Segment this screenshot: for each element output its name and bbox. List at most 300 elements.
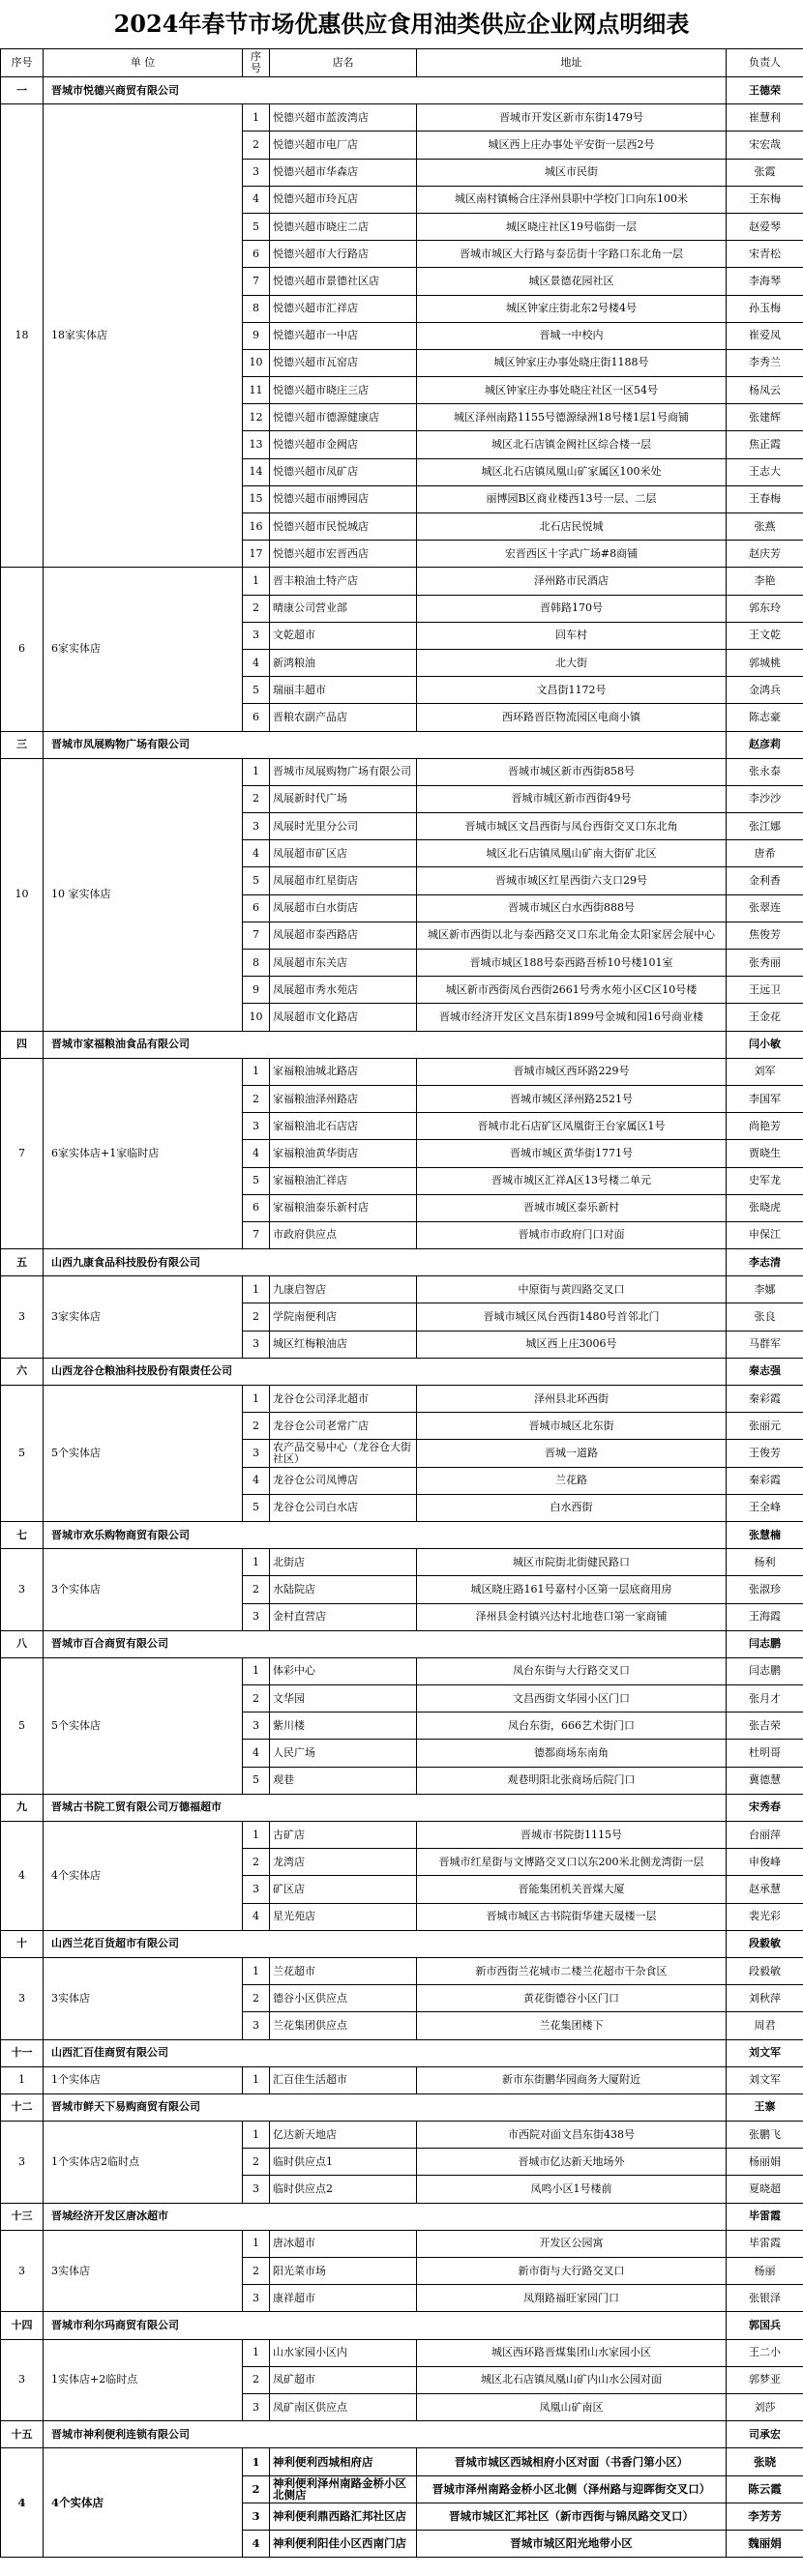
section-header-row	[1, 2312, 803, 2339]
section-header-row	[1, 2039, 803, 2066]
store-name: 学院南便利店	[270, 1303, 417, 1331]
store-manager: 王志大	[727, 458, 803, 485]
store-name: 文华园	[270, 1685, 417, 1712]
section-company: 山西龙谷仓粮油科技股份有限责任公司	[44, 1358, 727, 1385]
section-company: 山西兰花百货超市有限公司	[44, 1930, 727, 1957]
store-name: 悦德兴超市景德社区店	[270, 268, 417, 295]
store-seq: 3	[243, 622, 270, 649]
store-manager: 申俊峰	[727, 1849, 803, 1876]
store-address: 城区泽州南路1155号德源绿洲18号楼1层1号商铺	[417, 404, 727, 431]
store-seq: 3	[243, 2285, 270, 2312]
section-number: 十四	[1, 2312, 44, 2339]
store-manager: 尚艳芳	[727, 1113, 803, 1140]
store-name: 家福粮油北石店店	[270, 1113, 417, 1140]
section-manager: 秦志强	[727, 1358, 803, 1385]
store-name: 凤展超市文化路店	[270, 1004, 417, 1031]
store-seq: 4	[243, 649, 270, 676]
section-company: 晋城市悦德兴商贸有限公司	[44, 77, 727, 104]
store-count: 4	[1, 2448, 44, 2558]
store-manager: 杨凤云	[727, 377, 803, 404]
store-manager: 赵承慧	[727, 1876, 803, 1903]
store-address: 晋城市城区泰乐新村	[417, 1194, 727, 1221]
store-name: 农产品交易中心（龙谷仓大街社区）	[270, 1440, 417, 1467]
store-name: 凤展超市红星街店	[270, 867, 417, 894]
store-seq: 4	[243, 1903, 270, 1930]
store-manager: 郭东玲	[727, 595, 803, 622]
store-address: 城区钟家庄办事处晓庄街1188号	[417, 349, 727, 376]
store-address: 晋城市城区汇祥A区13号楼二单元	[417, 1167, 727, 1194]
table-row	[1, 2066, 803, 2093]
store-manager: 王远卫	[727, 977, 803, 1004]
store-seq: 1	[243, 568, 270, 595]
store-address: 回车村	[417, 622, 727, 649]
store-address: 晋城市市政府门口对面	[417, 1221, 727, 1248]
store-manager: 郭梦亚	[727, 2366, 803, 2393]
section-company: 晋城经济开发区唐冰超市	[44, 2203, 727, 2230]
store-manager: 王东梅	[727, 186, 803, 213]
store-address: 德都商场东南角	[417, 1740, 727, 1767]
table-row	[1, 104, 803, 132]
store-address: 晋城市城区白水西街888号	[417, 894, 727, 922]
store-manager: 史军龙	[727, 1167, 803, 1194]
store-seq: 6	[243, 704, 270, 731]
store-manager: 张银泽	[727, 2285, 803, 2312]
store-name: 悦德兴超市华森店	[270, 159, 417, 186]
store-seq: 10	[243, 1004, 270, 1031]
store-name: 悦德兴超市大行路店	[270, 241, 417, 268]
store-count: 5	[1, 1657, 44, 1794]
unit-description: 18家实体店	[44, 104, 243, 568]
store-name: 龙谷仓公司凤博店	[270, 1467, 417, 1494]
store-address: 白水西街	[417, 1494, 727, 1521]
unit-description: 4个实体店	[44, 1822, 243, 1931]
store-address: 城区钟家庄街北东2号楼4号	[417, 295, 727, 322]
section-manager: 闫志鹏	[727, 1630, 803, 1657]
store-count: 7	[1, 1058, 44, 1248]
store-manager: 裴光彩	[727, 1903, 803, 1930]
store-seq: 7	[243, 268, 270, 295]
table-row	[1, 2230, 803, 2257]
header-section-no: 序号	[1, 49, 44, 77]
section-company: 晋城市鲜天下易购商贸有限公司	[44, 2093, 727, 2121]
store-name: 悦德兴超市民悦城店	[270, 513, 417, 541]
store-name: 北街店	[270, 1549, 417, 1576]
section-company: 山西汇百佳商贸有限公司	[44, 2039, 727, 2066]
store-seq: 2	[243, 2149, 270, 2176]
table-body	[1, 77, 803, 2558]
store-seq: 12	[243, 404, 270, 431]
section-header-row	[1, 1249, 803, 1276]
section-number: 四	[1, 1031, 44, 1058]
store-name: 晋丰粮油土特产店	[270, 568, 417, 595]
store-seq: 16	[243, 513, 270, 541]
store-seq: 13	[243, 431, 270, 458]
store-seq: 5	[243, 867, 270, 894]
store-name: 家福粮油黄华街店	[270, 1140, 417, 1167]
store-seq: 2	[243, 785, 270, 812]
store-address: 北石店民悦城	[417, 513, 727, 541]
store-manager: 孙玉梅	[727, 295, 803, 322]
store-manager: 秦彩霞	[727, 1467, 803, 1494]
section-number: 十五	[1, 2421, 44, 2448]
store-address: 开发区公园寓	[417, 2230, 727, 2257]
header-store-name: 店名	[270, 49, 417, 77]
section-number: 八	[1, 1630, 44, 1657]
store-manager: 李秀兰	[727, 349, 803, 376]
store-name: 星光苑店	[270, 1903, 417, 1930]
store-count: 6	[1, 568, 44, 731]
store-name: 悦德兴超市玲瓦店	[270, 186, 417, 213]
section-number: 五	[1, 1249, 44, 1276]
store-address: 市西院对面文昌东街438号	[417, 2122, 727, 2149]
store-address: 新市街与大行路交叉口	[417, 2258, 727, 2285]
header-manager: 负责人	[727, 49, 803, 77]
store-seq: 5	[243, 677, 270, 704]
section-header-row	[1, 1930, 803, 1957]
store-seq: 3	[243, 1876, 270, 1903]
unit-description: 4个实体店	[44, 2448, 243, 2558]
table-row	[1, 1058, 803, 1085]
store-name: 人民广场	[270, 1740, 417, 1767]
store-address: 黄花街德谷小区门口	[417, 1985, 727, 2012]
section-company: 晋城市凤展购物广场有限公司	[44, 731, 727, 758]
table-row	[1, 2448, 803, 2475]
unit-description: 3个实体店	[44, 1549, 243, 1631]
store-name: 凤展超市泰西路店	[270, 922, 417, 949]
store-address: 晋城市城区西环路229号	[417, 1058, 727, 1085]
store-name: 悦德兴超市金阙店	[270, 431, 417, 458]
store-name: 临时供应点2	[270, 2176, 417, 2203]
store-manager: 杨利	[727, 1549, 803, 1576]
store-name: 悦德兴超市凤矿店	[270, 458, 417, 485]
store-name: 阳光菜市场	[270, 2258, 417, 2285]
store-address: 丽博园B区商业楼西13号一层、二层	[417, 485, 727, 512]
unit-description: 3实体店	[44, 1957, 243, 2039]
table-row	[1, 1657, 803, 1684]
store-name: 兰花集团供应点	[270, 2012, 417, 2039]
store-seq: 3	[243, 813, 270, 840]
store-address: 晋城市城区西城相府小区对面（书香门第小区）	[417, 2448, 727, 2475]
store-seq: 1	[243, 1822, 270, 1849]
store-name: 汇百佳生活超市	[270, 2066, 417, 2093]
store-manager: 张丽元	[727, 1413, 803, 1440]
store-name: 康祥超市	[270, 2285, 417, 2312]
store-address: 晋城市城区大行路与泰岳街十字路口东北角一层	[417, 241, 727, 268]
unit-description: 3家实体店	[44, 1276, 243, 1359]
store-name: 凤展时光里分公司	[270, 813, 417, 840]
store-seq: 2	[243, 1576, 270, 1603]
store-name: 瑞丽丰超市	[270, 677, 417, 704]
store-address: 城区南村镇畅合庄泽州县职中学校门口向东100米	[417, 186, 727, 213]
store-seq: 10	[243, 349, 270, 376]
store-manager: 王俊芳	[727, 1440, 803, 1467]
store-name: 水陆院店	[270, 1576, 417, 1603]
store-manager: 刘莎	[727, 2393, 803, 2420]
store-seq: 2	[243, 595, 270, 622]
store-address: 城区新市西街以北与泰西路交叉口东北角金太阳家居会展中心	[417, 922, 727, 949]
store-manager: 王全峰	[727, 1494, 803, 1521]
section-header-row	[1, 731, 803, 758]
store-manager: 杨丽娟	[727, 2149, 803, 2176]
section-number: 九	[1, 1794, 44, 1821]
table-row	[1, 1276, 803, 1303]
store-name: 悦德兴超市宏晋西店	[270, 541, 417, 568]
store-name: 神利便利鼎西路汇邦社区店	[270, 2503, 417, 2530]
store-name: 凤展超市白水街店	[270, 894, 417, 922]
store-name: 悦德兴超市德源健康店	[270, 404, 417, 431]
store-manager: 赵爱琴	[727, 213, 803, 240]
store-name: 悦德兴超市瓦窑店	[270, 349, 417, 376]
store-address: 文昌街1172号	[417, 677, 727, 704]
store-name: 金村直营店	[270, 1603, 417, 1630]
table-row	[1, 758, 803, 785]
section-manager: 段毅敏	[727, 1930, 803, 1957]
store-address: 城区北石店镇凤凰山矿南大街矿北区	[417, 840, 727, 867]
section-header-row	[1, 1630, 803, 1657]
store-manager: 张建辉	[727, 404, 803, 431]
store-name: 凤展超市矿区店	[270, 840, 417, 867]
store-seq: 9	[243, 977, 270, 1004]
unit-description: 1个实体店2临时点	[44, 2122, 243, 2204]
store-seq: 3	[243, 2503, 270, 2530]
store-manager: 王金花	[727, 1004, 803, 1031]
store-count: 5	[1, 1386, 44, 1522]
store-address: 新市西街兰花城市二楼兰花超市干杂食区	[417, 1957, 727, 1984]
store-address: 晋城市红星街与文博路交叉口以东200米北侧龙湾街一层	[417, 1849, 727, 1876]
store-address: 中原街与黄四路交叉口	[417, 1276, 727, 1303]
store-count: 18	[1, 104, 44, 568]
section-number: 十	[1, 1930, 44, 1957]
unit-description: 1实体店+2临时点	[44, 2339, 243, 2421]
store-manager: 崔慧利	[727, 104, 803, 132]
store-address: 城区西上庄3006号	[417, 1331, 727, 1358]
store-address: 晋城市开发区新市东街1479号	[417, 104, 727, 132]
store-seq: 8	[243, 295, 270, 322]
store-manager: 赵庆芳	[727, 541, 803, 568]
section-number: 十一	[1, 2039, 44, 2066]
section-manager: 毕雷霞	[727, 2203, 803, 2230]
store-name: 神利便利阳佳小区西南门店	[270, 2530, 417, 2557]
store-address: 城区西环路晋煤集团山水家园小区	[417, 2339, 727, 2366]
store-count: 10	[1, 758, 44, 1031]
store-seq: 2	[243, 2475, 270, 2503]
store-manager: 王春梅	[727, 485, 803, 512]
outlet-table	[0, 48, 803, 2558]
section-manager: 王寨	[727, 2093, 803, 2121]
section-header-row	[1, 2421, 803, 2448]
store-name: 凤矿超市	[270, 2366, 417, 2393]
store-seq: 7	[243, 922, 270, 949]
store-seq: 2	[243, 1685, 270, 1712]
store-manager: 周君	[727, 2012, 803, 2039]
store-name: 悦德兴超市晓庄二店	[270, 213, 417, 240]
store-seq: 3	[243, 1113, 270, 1140]
table-row	[1, 568, 803, 595]
store-address: 城区北石店镇金阙社区综合楼一层	[417, 431, 727, 458]
store-seq: 1	[243, 1058, 270, 1085]
table-row	[1, 1386, 803, 1413]
store-seq: 5	[243, 1167, 270, 1194]
store-name: 新鸿粮油	[270, 649, 417, 676]
store-address: 城区晓庄社区19号临街一层	[417, 213, 727, 240]
store-address: 晋城市城区新市西街858号	[417, 758, 727, 785]
store-name: 兰花超市	[270, 1957, 417, 1984]
store-address: 晋城市城区泽州路2521号	[417, 1085, 727, 1112]
section-header-row	[1, 1031, 803, 1058]
store-name: 体彩中心	[270, 1657, 417, 1684]
store-manager: 李沙沙	[727, 785, 803, 812]
store-seq: 2	[243, 1985, 270, 2012]
store-seq: 1	[243, 758, 270, 785]
store-address: 西环路晋臣物流园区电商小镇	[417, 704, 727, 731]
store-address: 凤鸣小区1号楼前	[417, 2176, 727, 2203]
store-address: 城区景德花园社区	[417, 268, 727, 295]
section-number: 一	[1, 77, 44, 104]
store-manager: 张江娜	[727, 813, 803, 840]
store-address: 晋城市经济开发区文昌东街1899号金城和园16号商业楼	[417, 1004, 727, 1031]
store-manager: 王二小	[727, 2339, 803, 2366]
store-address: 晋城市泽州南路金桥小区北侧（泽州路与迎晖街交叉口）	[417, 2475, 727, 2503]
store-name: 家福粮油汇祥店	[270, 1167, 417, 1194]
store-name: 亿达新天地店	[270, 2122, 417, 2149]
store-seq: 3	[243, 2012, 270, 2039]
store-name: 龙谷仓公司老常广店	[270, 1413, 417, 1440]
store-manager: 李国军	[727, 1085, 803, 1112]
table-row	[1, 2122, 803, 2149]
store-count: 3	[1, 2122, 44, 2204]
store-name: 德谷小区供应点	[270, 1985, 417, 2012]
store-name: 悦德兴超市丽博园店	[270, 485, 417, 512]
store-address: 晋城市城区红星西街六支口29号	[417, 867, 727, 894]
store-seq: 3	[243, 1603, 270, 1630]
store-manager: 焦正霞	[727, 431, 803, 458]
store-manager: 金利香	[727, 867, 803, 894]
store-manager: 贾晓生	[727, 1140, 803, 1167]
store-address: 文昌西街文华园小区门口	[417, 1685, 727, 1712]
section-header-row	[1, 2203, 803, 2230]
store-seq: 5	[243, 1494, 270, 1521]
store-manager: 张晓	[727, 2448, 803, 2475]
store-address: 凤台东街与大行路交叉口	[417, 1657, 727, 1684]
store-name: 凤展新时代广场	[270, 785, 417, 812]
section-company: 晋城市利尔玛商贸有限公司	[44, 2312, 727, 2339]
store-seq: 3	[243, 1712, 270, 1740]
store-name: 凤展超市东关店	[270, 950, 417, 977]
store-manager: 张霞	[727, 159, 803, 186]
store-seq: 17	[243, 541, 270, 568]
store-address: 晋城一中校内	[417, 322, 727, 349]
store-count: 3	[1, 1549, 44, 1631]
store-address: 晋城市城区黄华街1771号	[417, 1140, 727, 1167]
store-address: 晋城一道路	[417, 1440, 727, 1467]
store-manager: 李艳	[727, 568, 803, 595]
store-manager: 张永泰	[727, 758, 803, 785]
store-manager: 段毅敏	[727, 1957, 803, 1984]
store-seq: 1	[243, 2448, 270, 2475]
header-row	[1, 49, 803, 77]
section-header-row	[1, 1794, 803, 1821]
store-name: 唐冰超市	[270, 2230, 417, 2257]
store-count: 3	[1, 2230, 44, 2312]
store-address: 晋城市城区文昌西街与凤台西街交叉口东北角	[417, 813, 727, 840]
header-unit: 单 位	[44, 49, 243, 77]
store-seq: 1	[243, 104, 270, 132]
store-seq: 4	[243, 1467, 270, 1494]
store-manager: 王海霞	[727, 1603, 803, 1630]
store-seq: 2	[243, 1085, 270, 1112]
store-manager: 李娜	[727, 1276, 803, 1303]
store-address: 晋城市书院街1115号	[417, 1822, 727, 1849]
store-seq: 2	[243, 2258, 270, 2285]
store-address: 泽州县北环西街	[417, 1386, 727, 1413]
store-name: 家福粮油城北路店	[270, 1058, 417, 1085]
store-manager: 张燕	[727, 513, 803, 541]
store-address: 兰花集团楼下	[417, 2012, 727, 2039]
section-header-row	[1, 2093, 803, 2121]
unit-description: 3实体店	[44, 2230, 243, 2312]
store-address: 城区晓庄路161号嘉村小区第一层底商用房	[417, 1576, 727, 1603]
store-seq: 1	[243, 2066, 270, 2093]
table-row	[1, 1822, 803, 1849]
store-name: 龙湾店	[270, 1849, 417, 1876]
store-manager: 李芳芳	[727, 2503, 803, 2530]
store-seq: 3	[243, 159, 270, 186]
store-seq: 4	[243, 840, 270, 867]
table-row	[1, 1957, 803, 1984]
unit-description: 10 家实体店	[44, 758, 243, 1031]
section-company: 晋城古书院工贸有限公司万德福超市	[44, 1794, 727, 1821]
store-manager: 张良	[727, 1303, 803, 1331]
store-name: 古矿店	[270, 1822, 417, 1849]
store-name: 观巷	[270, 1767, 417, 1794]
store-seq: 7	[243, 1221, 270, 1248]
store-address: 宏晋西区十字武广场#8商铺	[417, 541, 727, 568]
store-seq: 4	[243, 186, 270, 213]
store-name: 悦德兴超市电厂店	[270, 132, 417, 159]
store-name: 晋粮农副产品店	[270, 704, 417, 731]
store-address: 晋能集团机关晋煤大厦	[417, 1876, 727, 1903]
section-manager: 赵彦莉	[727, 731, 803, 758]
section-manager: 司承宏	[727, 2421, 803, 2448]
store-address: 城区西上庄办事处平安街一层西2号	[417, 132, 727, 159]
section-manager: 王德荣	[727, 77, 803, 104]
store-manager: 郭城桃	[727, 649, 803, 676]
store-seq: 5	[243, 213, 270, 240]
store-seq: 3	[243, 1440, 270, 1467]
unit-description: 6家实体店+1家临时店	[44, 1058, 243, 1248]
store-manager: 张鹏飞	[727, 2122, 803, 2149]
store-address: 晋城市城区新市西街49号	[417, 785, 727, 812]
section-header-row	[1, 1521, 803, 1548]
store-name: 临时供应点1	[270, 2149, 417, 2176]
store-manager: 张月才	[727, 1685, 803, 1712]
store-seq: 4	[243, 1140, 270, 1167]
store-manager: 刘军	[727, 1058, 803, 1085]
store-name: 晋城市凤展购物广场有限公司	[270, 758, 417, 785]
store-manager: 魏丽娟	[727, 2530, 803, 2557]
unit-description: 5个实体店	[44, 1657, 243, 1794]
store-manager: 秦彩霞	[727, 1386, 803, 1413]
section-number: 十二	[1, 2093, 44, 2121]
store-seq: 4	[243, 2530, 270, 2557]
store-name: 城区红梅粮油店	[270, 1331, 417, 1358]
store-address: 晋城市城区阳光地带小区	[417, 2530, 727, 2557]
store-seq: 2	[243, 1413, 270, 1440]
section-company: 晋城市家福粮油食品有限公司	[44, 1031, 727, 1058]
store-manager: 刘文军	[727, 2066, 803, 2093]
section-manager: 宋秀春	[727, 1794, 803, 1821]
store-manager: 夏晓超	[727, 2176, 803, 2203]
